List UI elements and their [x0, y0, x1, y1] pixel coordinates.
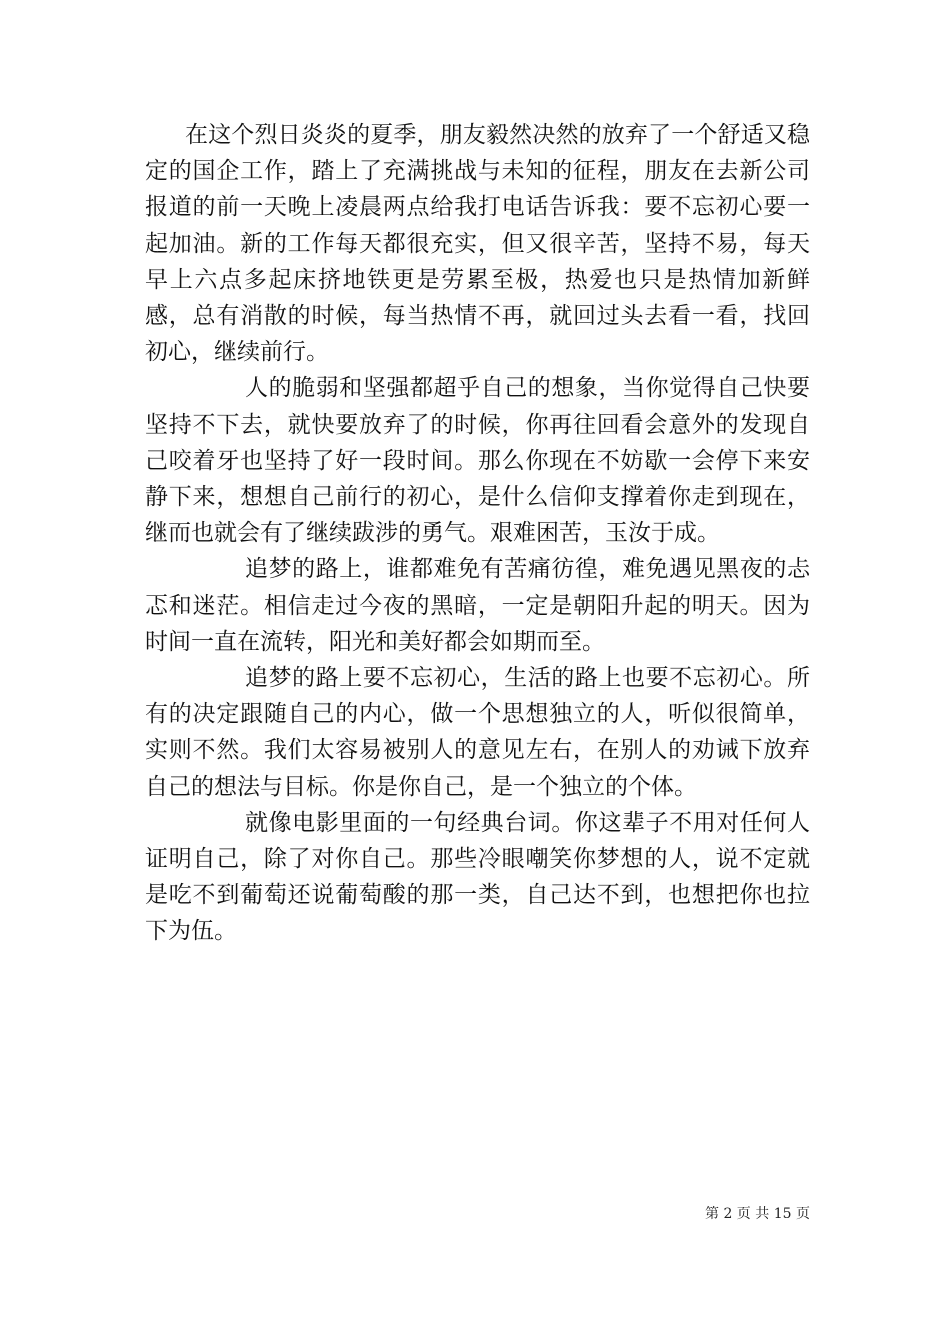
page-number-footer: 第 2 页 共 15 页	[705, 1206, 810, 1222]
paragraph-2: 人的脆弱和坚强都超乎自己的想象，当你觉得自己快要坚持不下去，就快要放弃了的时候，你再往回看会意外的发现自己咬着牙也坚持了好一段时间。那么你现在不妨歇一会停下来安静下来，想想自己前行的初心，是什么信仰支撑着你走到现在，继而也就会有了继续跋涉的勇气。艰难困苦，玉汝于成。	[145, 375, 810, 547]
body-text	[145, 117, 810, 950]
paragraph-5: 就像电影里面的一句经典台词。你这辈子不用对任何人证明自己，除了对你自己。那些冷眼嘲笑你梦想的人，说不定就是吃不到葡萄还说葡萄酸的那一类，自己达不到，也想把你也拉下为伍。	[145, 809, 810, 945]
paragraph-3: 追梦的路上，谁都难免有苦痛彷徨，难免遇见黑夜的忐忑和迷茫。相信走过今夜的黑暗，一定是朝阳升起的明天。因为时间一直在流转，阳光和美好都会如期而至。	[145, 556, 810, 655]
paragraph-4: 追梦的路上要不忘初心，生活的路上也要不忘初心。所有的决定跟随自己的内心，做一个思想独立的人，听似很简单，实则不然。我们太容易被别人的意见左右，在别人的劝诫下放弃自己的想法与目标。你是你自己，是一个独立的个体。	[145, 665, 810, 800]
paragraph-1: 在这个烈日炎炎的夏季，朋友毅然决然的放弃了一个舒适又稳定的国企工作，踏上了充满挑战与未知的征程，朋友在去新公司报道的前一天晚上凌晨两点给我打电话告诉我：要不忘初心要一起加油。新的工作每天都很充实，但又很辛苦，坚持不易，每天早上六点多起床挤地铁更是劳累至极，热爱也只是热情加新鲜感，总有消散的时候，每当热情不再，就回过头去看一看，找回初心，继续前行。	[145, 122, 810, 366]
